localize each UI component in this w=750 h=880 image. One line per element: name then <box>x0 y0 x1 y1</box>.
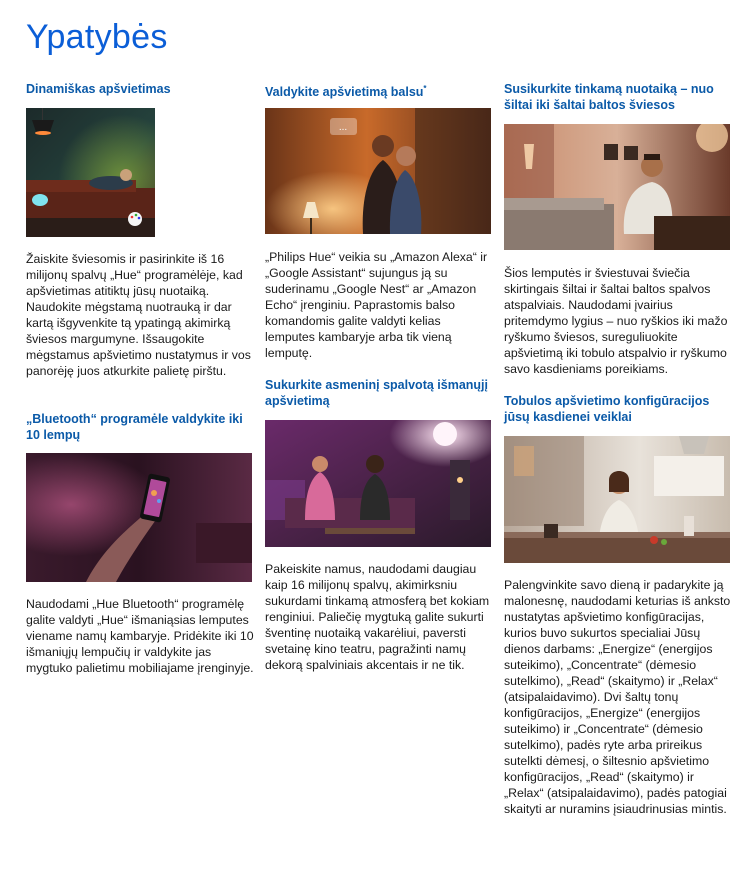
photo-scene-presets <box>504 436 730 563</box>
section-heading-bluetooth: „Bluetooth“ programėle valdykite iki 10 lempų <box>26 412 243 442</box>
photo-voice-control <box>265 108 491 234</box>
photo-dynamic-lighting <box>26 108 155 237</box>
section-text-dynamic-lighting: Žaiskite šviesomis ir pasirinkite iš 16 milijonų spalvų „Hue“ programėlėje, kad apšvietimas atitiktų jūsų nuotaiką. Naudokite mėgstamą nuotrauką ir dar kartą išgyvenkite tą ypatingą akimirką šviesos margumyne. Išsaugokite mėgstamus apšvietimo nustatymus ir vos panorėję juos atkurkite palietę pirštu. <box>26 252 251 378</box>
section-text-white-ambiance: Šios lemputės ir šviestuvai šviečia skirtingais šiltai ir šaltai baltos spalvos atspalviais. Naudodami įvairius pritemdymo lygius – nuo ryškios iki mažo ryškumo šviesos, sureguliuokite apšvietimą iki tobulo atspalvio ir ryškumo savo kasdieniams poreikiams. <box>504 266 728 376</box>
section-text-color-lighting: Pakeiskite namus, naudodami daugiau kaip 16 milijonų spalvų, akimirksniu sukurdami tinkamą atmosferą bet kokiam renginiui. Paliečię mygtuką galite sukurti šventinę nuotaiką vakarėliui, paversti svetainę kino teatru, pagražinti namų dekorą spalviniais akcentais ir ne tik. <box>265 562 490 672</box>
photo-color-lighting <box>265 420 491 547</box>
photo-bluetooth-app <box>26 453 252 582</box>
photo-white-ambiance <box>504 124 730 250</box>
section-heading-voice-control: Valdykite apšvietimą balsu* <box>265 84 427 100</box>
section-heading-dynamic-lighting: Dinamiškas apšvietimas <box>26 82 171 96</box>
section-heading-scene-presets: Tobulos apšvietimo konfigūracijos jūsų kasdienei veiklai <box>504 394 710 424</box>
page-title: Ypatybės <box>26 18 168 56</box>
section-heading-white-ambiance: Susikurkite tinkamą nuotaiką – nuo šiltai iki šaltai baltos šviesos <box>504 82 714 112</box>
section-text-bluetooth: Naudodami „Hue Bluetooth“ programėlę galite valdyti „Hue“ išmaniąsias lemputes viename namų kambaryje. Pridėkite iki 10 išmaniųjų lempučių ir valdykite jas mygtuko palietimu mobiliajame įrenginyje. <box>26 597 254 675</box>
section-heading-color-lighting: Sukurkite asmeninį spalvotą išmanųjį apšvietimą <box>265 378 488 408</box>
section-text-voice-control: „Philips Hue“ veikia su „Amazon Alexa“ ir „Google Assistant“ sujungus ją su suderinamu „Google Nest“ ar „Amazon Echo“ įrenginiu. Paprastomis balso komandomis galite valdyti kelias lemputes kambaryje arba tik vieną lemputę. <box>265 250 488 360</box>
overlay-label: ... <box>338 122 348 133</box>
section-text-scene-presets: Palengvinkite savo dieną ir padarykite ją malonesnę, naudodami keturias iš anksto nustatytas apšvietimo konfigūracijas, kurios buvo sukurtos specialiai Jūsų dienos darbams: „Energize“ (energijos suteikimo), „Concentrate“ (dėmesio sutelkimo), „Read“ (skaitymo) ir „Relax“ (atsipalaidavimo). Dvi šaltų tonų konfigūracijos, „Energize“ (energijos suteikimo) ir „Concentrate“ (dėmesio sutelkimo), padės ryte arba prireikus sutelkti dėmesį, o šiltesnio apšvietimo konfigūracijos, „Read“ (skaitymo) ir „Relax“ (atsipalaidavimo), padės patogiai skaityti ar nuramins įsiaudrinusias mintis. <box>504 578 731 816</box>
